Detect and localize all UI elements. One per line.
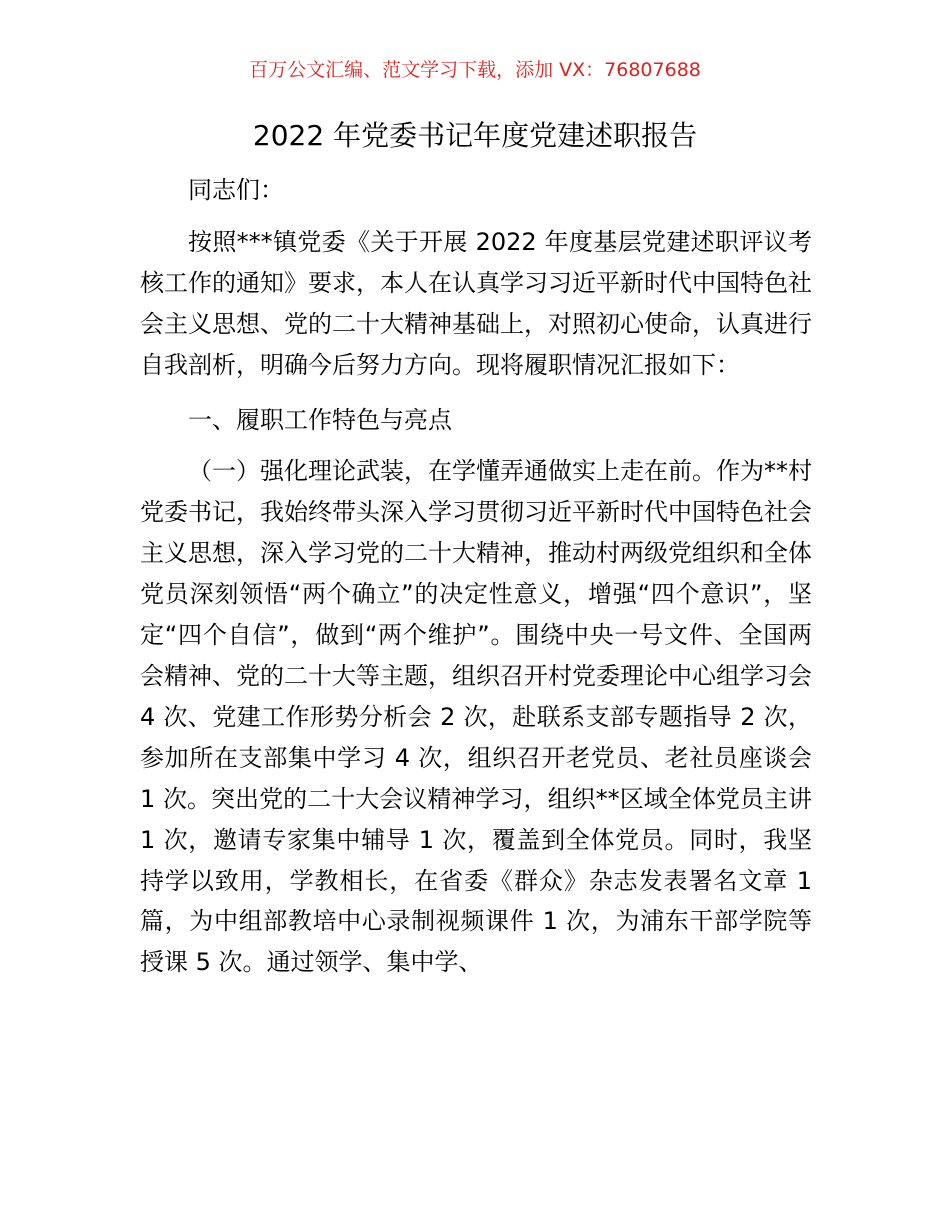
document-title: 2022 年党委书记年度党建述职报告 [252, 119, 698, 152]
header-watermark-note: 百万公文汇编、范文学习下载，添加 VX：76807688 [249, 59, 701, 81]
body-paragraph: 按照***镇党委《关于开展 2022 年度基层党建述职评议考核工作的通知》要求，本人在认真学习习近平新时代中国特色社会主义思想、党的二十大精神基础上，对照初心使命，认真进行自我剖析，明确今后努力方向。现将履职情况汇报如下： [140, 227, 812, 379]
body-paragraph: （一）强化理论武装，在学懂弄通做实上走在前。作为**村党委书记，我始终带头深入学习贯彻习近平新时代中国特色社会主义思想，深入学习党的二十大精神，推动村两级党组织和全体党员深刻领悟“两个确立”的决定性意义，增强“四个意识”，坚定“四个自信”，做到“两个维护”。围绕中央一号文件、全国两会精神、党的二十大等主题，组织召开村党委理论中心组学习会 4 次、党建工作形势分析会 2 次，赴联系支部专题指导 2 次，参加所在支部集中学习 4 次，组织召开老党员、老社员座谈会 1 次。突出党的二十大会议精神学习，组织**区域全体党员主讲 1 次，邀请专家集中辅导 1 次，覆盖到全体党员。同时，我坚持学以致用，学教相长，在省委《群众》杂志发表署名文章 1 篇，为中组部教培中心录制视频课件 1 次，为浦东干部学院等授课 5 次。通过领学、集中学、 [140, 457, 812, 977]
greeting: 同志们： [188, 176, 284, 204]
document-body [140, 170, 812, 983]
section-heading: 一、履职工作特色与亮点 [188, 405, 452, 434]
